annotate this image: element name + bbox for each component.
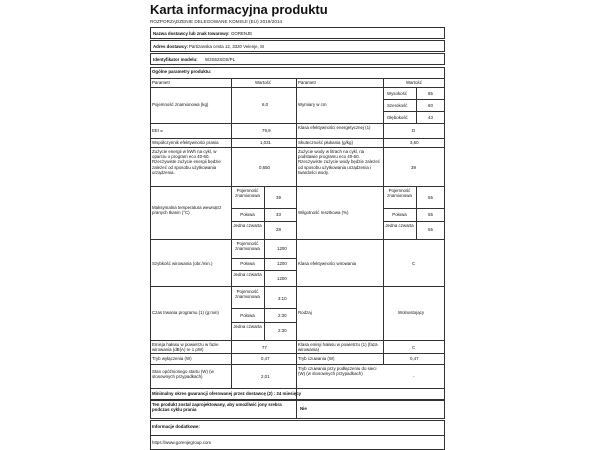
standby-value: 0,47 bbox=[410, 356, 419, 361]
temp-half-value: 33 bbox=[276, 212, 281, 217]
width-label: Szerokość bbox=[387, 103, 408, 108]
auto-value: Nie bbox=[300, 406, 307, 411]
spin-rated-label: Pojemność znamionowa bbox=[235, 241, 260, 252]
washing-eff-value: 1,031 bbox=[260, 140, 271, 145]
duration-label: Czas trwania programu (1) (g:min) bbox=[152, 310, 219, 315]
off-value: 0,47 bbox=[261, 356, 270, 361]
col-param-right: Parametr bbox=[298, 80, 317, 85]
address-value: Partizanska cesta 12, 3320 Velenje, SI bbox=[189, 44, 265, 49]
temp-quarter-label: Jedna czwarta bbox=[233, 223, 262, 228]
energy-cons-label: Zużycie energii w kWh na cykl, w oparciu o program eco 40-60. Rzeczywiste zużycie energii będzie zależeć od sposobu użytkowania urządzenia. bbox=[152, 149, 221, 175]
rinsing-value: 3,60 bbox=[410, 140, 419, 145]
noise-class-label: Klasa emisji hałasu w powietrzu (1) (faza wirowania) bbox=[298, 342, 378, 353]
eei-value: 79,9 bbox=[262, 128, 271, 133]
temp-half-label: Połowa bbox=[240, 212, 255, 217]
moisture-quarter-value: 55 bbox=[428, 227, 433, 232]
auto-label: Ten produkt został zaprojektowany, aby umożliwić jony srebra podczas cyklu prania bbox=[152, 402, 282, 413]
moisture-half-value: 55 bbox=[428, 212, 433, 217]
regulation-subtitle: ROZPORZĄDZENIE DELEGOWANE KOMISJI (EU) 2019/2014 bbox=[150, 19, 283, 24]
duration-half-value: 2:30 bbox=[278, 313, 287, 318]
duration-rated-label: Pojemność znamionowa bbox=[235, 289, 260, 300]
general-header: Ogólne parametry produktu: bbox=[152, 69, 212, 74]
moisture-quarter-label: Jedna czwarta bbox=[385, 223, 414, 228]
depth-label: Głębokość bbox=[387, 115, 408, 120]
supplier-row bbox=[150, 27, 445, 39]
col-value-left: Wartość bbox=[255, 80, 271, 85]
water-cons-value: 39 bbox=[411, 165, 416, 170]
spin-class-label: Klasa efektywności wirowania bbox=[298, 261, 357, 266]
duration-quarter-label: Jedna czwarta bbox=[233, 324, 262, 329]
temp-label: Maksymalna temperatura wewnątrz pranych tkanin (°C) bbox=[152, 205, 222, 216]
water-cons-label: Zużycie wody w litrach na cykl, na podstawie programu eco 40-60. Rzeczywiste zużycie wody będzie zależeć od sposobu użytkowania urządzenia i twardości wody. bbox=[298, 149, 380, 175]
model-row bbox=[150, 53, 445, 65]
depth-value: 43 bbox=[428, 115, 433, 120]
noise-label: Emisja hałasu w powietrzu w fazie wirowania (dB(A) re 1 pW) bbox=[152, 342, 219, 353]
eei-label: EEI w bbox=[152, 128, 163, 133]
moisture-rated-value: 55 bbox=[428, 195, 433, 200]
off-label: Tryb wyłączenia (W) bbox=[152, 356, 192, 361]
manufacturer-link[interactable]: https://www.gorenjegroup.com bbox=[152, 440, 212, 445]
duration-quarter-value: 2:30 bbox=[278, 328, 287, 333]
spin-label: Szybkość wirowania (obr./min.) bbox=[152, 261, 213, 266]
spin-rated-value: 1200 bbox=[277, 246, 287, 251]
spin-quarter-value: 1200 bbox=[277, 276, 287, 281]
standby-label: Tryb czuwania (W) bbox=[298, 356, 335, 361]
guarantee-text: Minimalny okres gwarancji oferowanej przez dostawcę (2) : 24 miesięcy bbox=[152, 391, 302, 396]
address-label: Adres dostawcy: bbox=[153, 44, 189, 49]
model-label: Identyfikator modelu: bbox=[153, 57, 198, 62]
type-value: Wolnostojący bbox=[398, 310, 425, 315]
noise-value: 77 bbox=[262, 345, 267, 350]
rinsing-label: Skuteczność płukania (g/kg) bbox=[298, 140, 353, 145]
spin-half-label: Połowa bbox=[240, 261, 255, 266]
delay-label: Stan opóźnionego startu (W) (w stosownych przypadkach) bbox=[152, 369, 214, 380]
width-value: 60 bbox=[428, 103, 433, 108]
spin-quarter-label: Jedna czwarta bbox=[233, 272, 262, 277]
extra-header: Informacje dodatkowe: bbox=[152, 424, 200, 429]
energy-class-value: D bbox=[412, 128, 416, 133]
moisture-rated-label: Pojemność znamionowa bbox=[387, 188, 412, 199]
height-label: Wysokość bbox=[387, 91, 407, 96]
address-row bbox=[150, 40, 445, 52]
capacity-label: Pojemność znamionowa (kg) bbox=[152, 102, 209, 107]
temp-quarter-value: 28 bbox=[276, 227, 281, 232]
height-value: 85 bbox=[428, 91, 433, 96]
temp-rated-value: 39 bbox=[276, 195, 281, 200]
spin-half-value: 1200 bbox=[277, 261, 287, 266]
temp-rated-label: Pojemność znamionowa bbox=[235, 188, 260, 199]
moisture-label: Wilgotność resztkowa (%) bbox=[298, 210, 349, 215]
noise-class-value: C bbox=[412, 345, 416, 350]
duration-rated-value: 3:10 bbox=[278, 296, 287, 301]
type-label: Rodzaj bbox=[298, 310, 312, 315]
col-value-right: Wartość bbox=[406, 80, 422, 85]
washing-eff-label: Współczynnik efektywności prania bbox=[152, 140, 219, 145]
dims-label: Wymiary w cm bbox=[298, 102, 327, 107]
moisture-half-label: Połowa bbox=[392, 212, 407, 217]
model-value: W3S62SDS/PL bbox=[205, 57, 236, 62]
col-param-left: Parametr bbox=[152, 80, 171, 85]
supplier-label: Nazwa dostawcy lub znak towarowy: bbox=[153, 31, 230, 36]
capacity-value: 6,0 bbox=[262, 102, 269, 107]
delay-value: 2,01 bbox=[261, 374, 270, 379]
energy-cons-value: 0,650 bbox=[259, 165, 270, 170]
energy-class-label: Klasa efektywności energetycznej (1) bbox=[298, 125, 371, 130]
supplier-value: GORENJE bbox=[231, 31, 253, 36]
page-title: Karta informacyjna produktu bbox=[150, 2, 328, 17]
netstandby-label: Tryb czuwania przy podłączeniu do sieci (W) (w stosownych przypadkach) bbox=[298, 366, 377, 377]
netstandby-value: - bbox=[413, 374, 415, 379]
duration-half-label: Połowa bbox=[240, 313, 255, 318]
spin-class-value: C bbox=[412, 261, 416, 266]
